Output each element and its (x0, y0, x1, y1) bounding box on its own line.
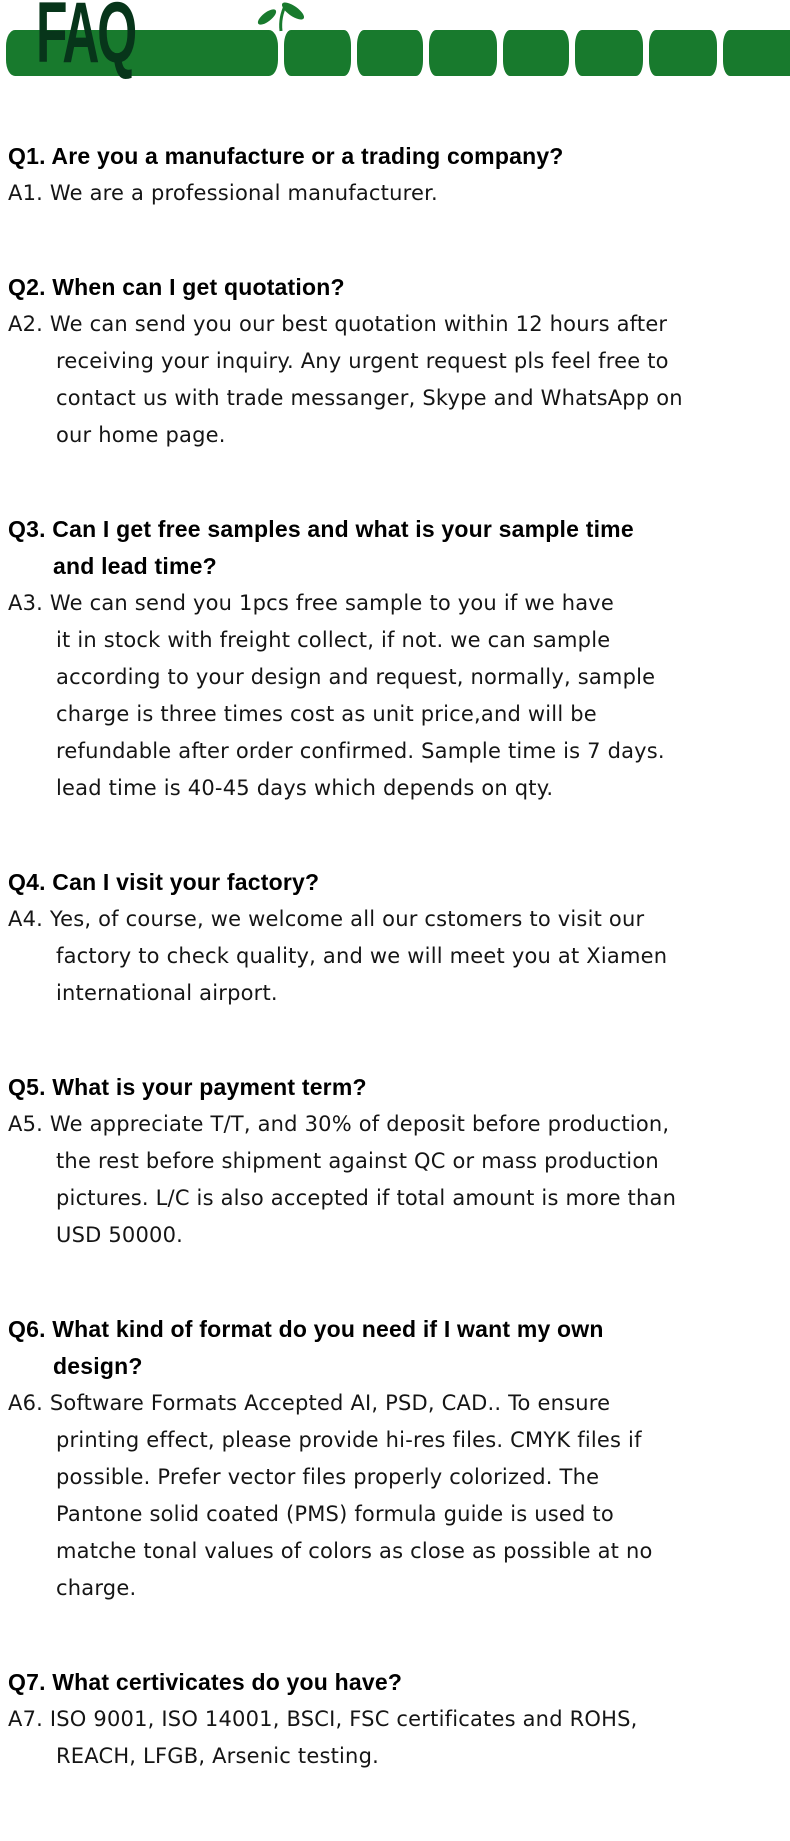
question-line: Q3. Can I get free samples and what is your sample time (8, 516, 634, 542)
question-line: Q7. What certivicates do you have? (8, 1669, 403, 1695)
answer-line: it in stock with freight collect, if not. we can sample (56, 628, 611, 652)
question-line: Q5. What is your payment term? (8, 1074, 367, 1100)
answer-line: our home page. (56, 423, 226, 447)
qa-item (8, 864, 790, 1012)
answer-line: pictures. L/C is also accepted if total amount is more than (56, 1186, 677, 1210)
qa-item (8, 1664, 790, 1775)
answer-line: lead time is 40-45 days which depends on qty. (56, 776, 554, 800)
qa-item (8, 1069, 790, 1254)
answer-line: A1. We are a professional manufacturer. (8, 181, 438, 205)
answer-line: A3. We can send you 1pcs free sample to you if we have (8, 591, 615, 615)
qa-item (8, 269, 790, 454)
question-line: Q4. Can I visit your factory? (8, 869, 320, 895)
answer-line: REACH, LFGB, Arsenic testing. (56, 1744, 379, 1768)
question-line: design? (53, 1353, 143, 1379)
answer-line: international airport. (56, 981, 278, 1005)
answer-line: A5. We appreciate T/T, and 30% of deposit before production, (8, 1112, 670, 1136)
faq-list (0, 102, 790, 1815)
header (0, 0, 790, 102)
answer-line: A2. We can send you our best quotation within 12 hours after (8, 312, 668, 336)
qa-item (8, 138, 790, 212)
question-line: Q6. What kind of format do you need if I want my own (8, 1316, 604, 1342)
qa-item (8, 1311, 790, 1607)
answer-line: A4. Yes, of course, we welcome all our cstomers to visit our (8, 907, 645, 931)
answer-line: possible. Prefer vector files properly colorized. The (56, 1465, 600, 1489)
question-line: and lead time? (53, 553, 217, 579)
answer-line: USD 50000. (56, 1223, 184, 1247)
answer-line: printing effect, please provide hi-res files. CMYK files if (56, 1428, 642, 1452)
answer-line: the rest before shipment against QC or mass production (56, 1149, 659, 1173)
bamboo-leaf-icon (256, 0, 307, 31)
answer-line: contact us with trade messanger, Skype and WhatsApp on (56, 386, 683, 410)
page-title: FAQ (36, 0, 135, 81)
qa-item (8, 511, 790, 807)
answer-line: receiving your inquiry. Any urgent request pls feel free to (56, 349, 669, 373)
answer-line: A6. Software Formats Accepted AI, PSD, CAD.. To ensure (8, 1391, 611, 1415)
answer-line: charge. (56, 1576, 137, 1600)
answer-line: factory to check quality, and we will meet you at Xiamen (56, 944, 668, 968)
answer-line: matche tonal values of colors as close as possible at no (56, 1539, 653, 1563)
question-line: Q2. When can I get quotation? (8, 274, 345, 300)
answer-line: A7. ISO 9001, ISO 14001, BSCI, FSC certificates and ROHS, (8, 1707, 638, 1731)
answer-line: Pantone solid coated (PMS) formula guide is used to (56, 1502, 614, 1526)
question-line: Q1. Are you a manufacture or a trading company? (8, 143, 564, 169)
answer-line: refundable after order confirmed. Sample time is 7 days. (56, 739, 665, 763)
answer-line: according to your design and request, normally, sample (56, 665, 656, 689)
answer-line: charge is three times cost as unit price,and will be (56, 702, 597, 726)
